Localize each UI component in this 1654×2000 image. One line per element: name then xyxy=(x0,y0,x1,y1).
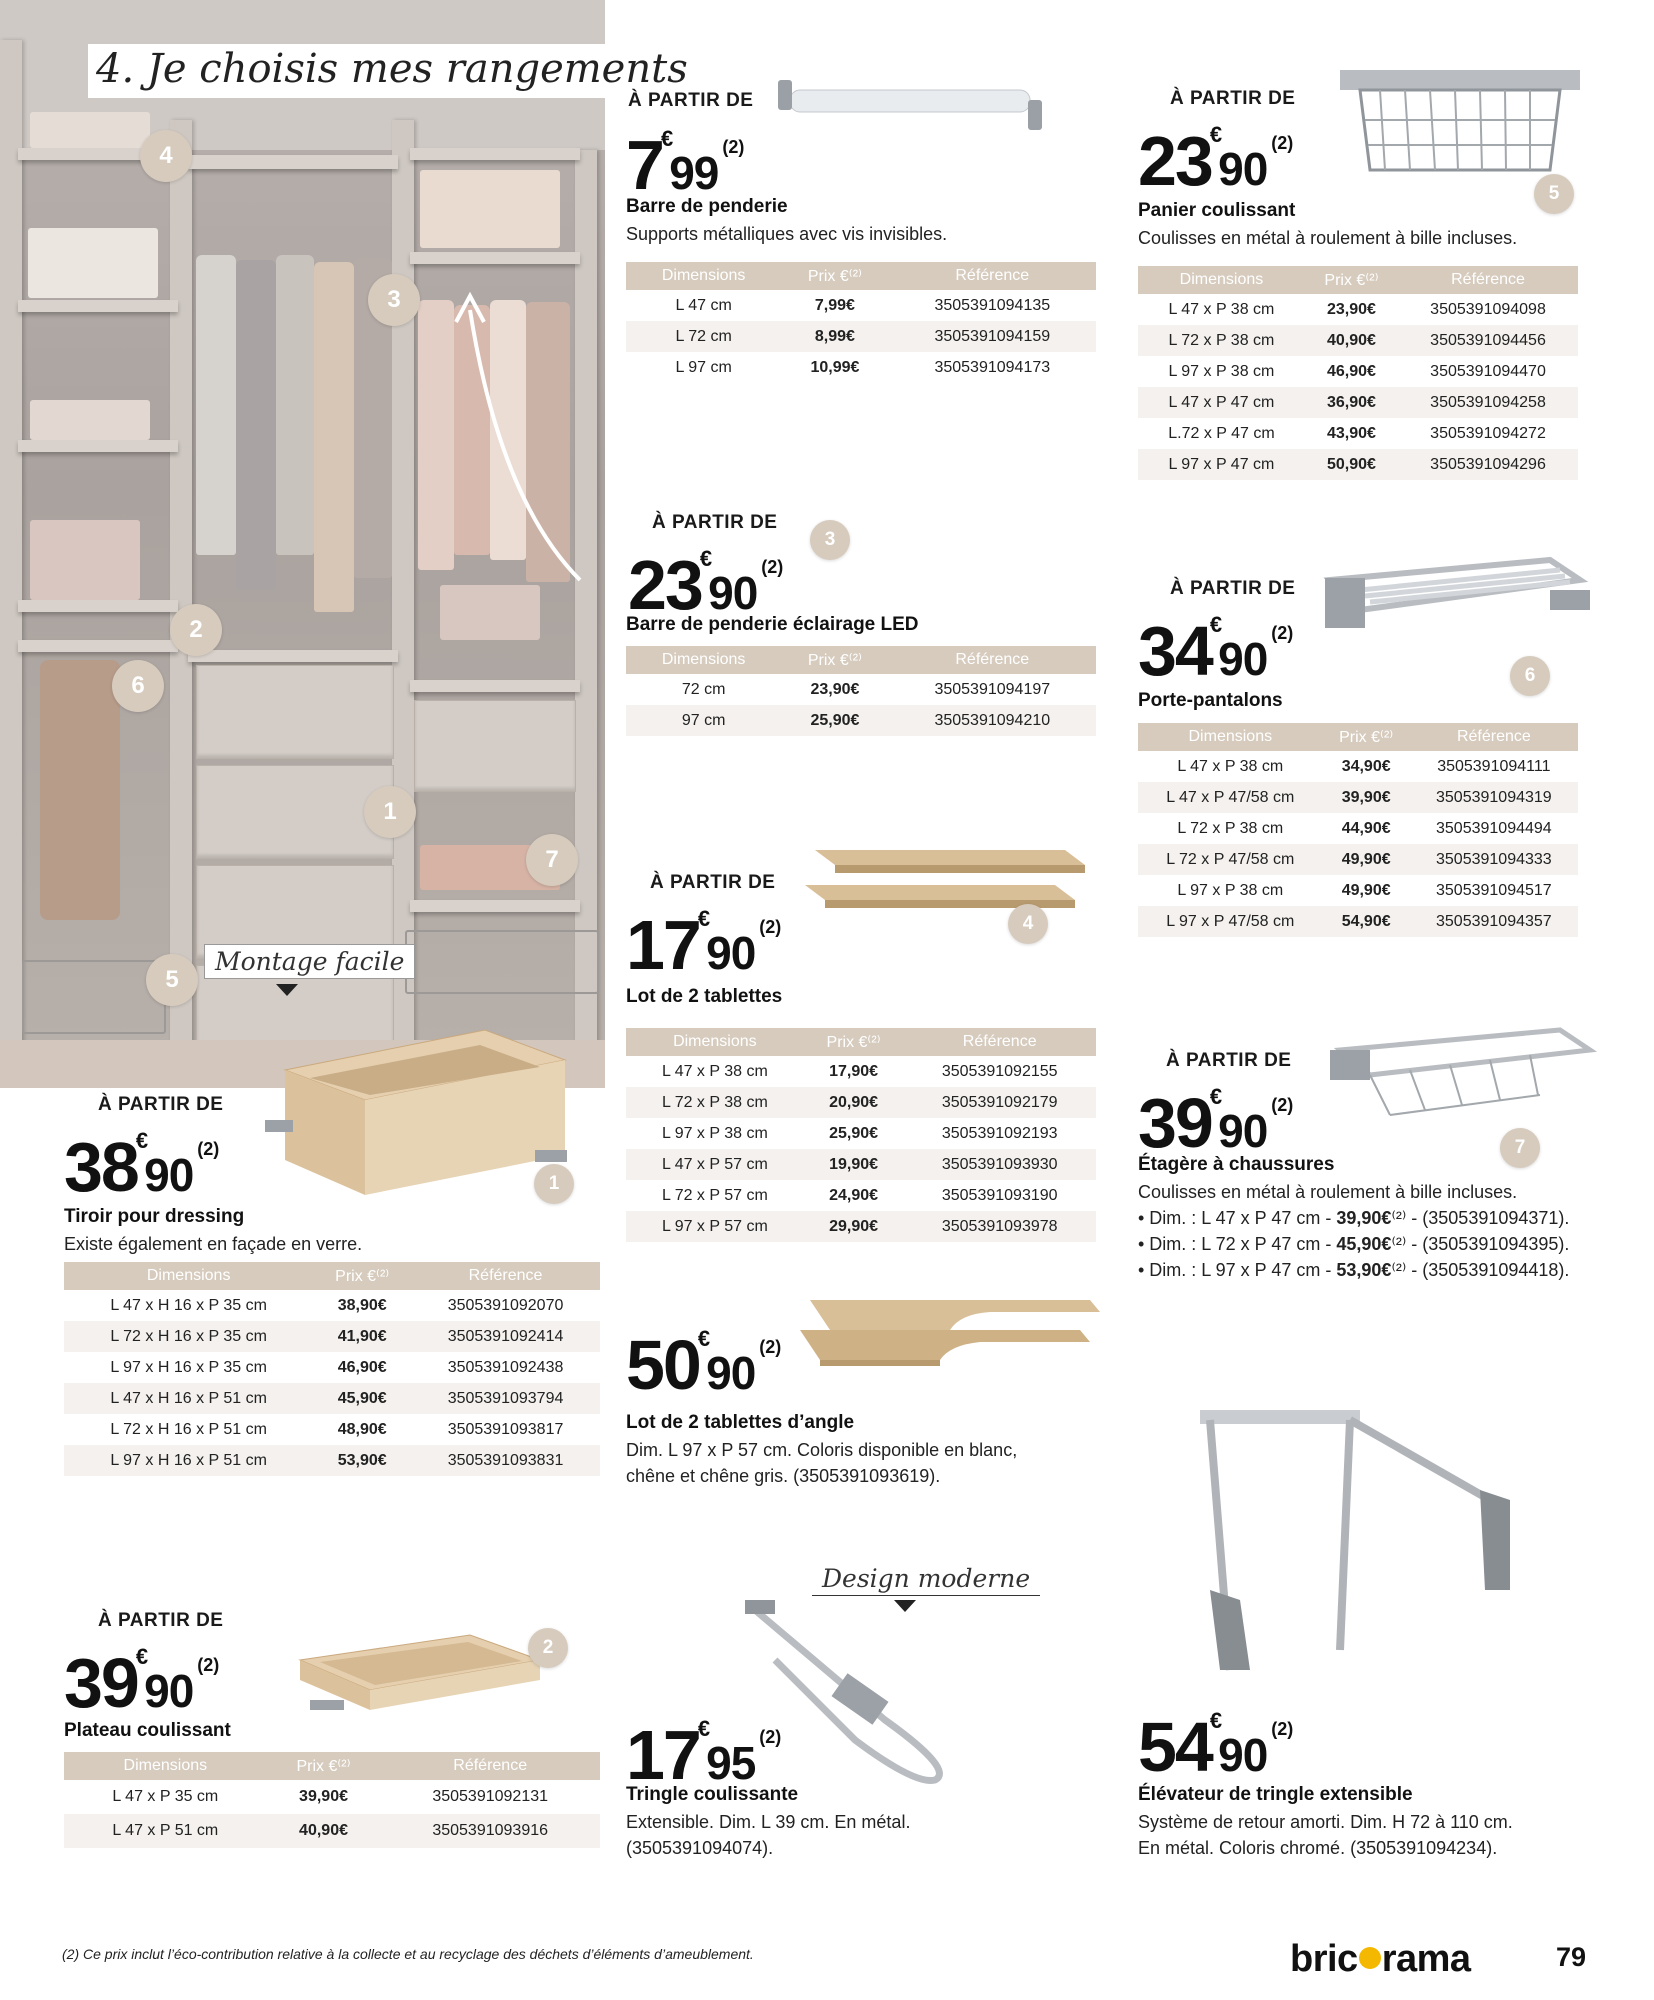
bullet-chaussures-1: • Dim. : L 47 x P 47 cm - 39,90€⁽²⁾ - (3505391094371). xyxy=(1138,1208,1570,1228)
product-name-chaussures: Étagère à chaussures xyxy=(1138,1154,1335,1175)
design-moderne-label: Design moderne xyxy=(812,1562,1040,1596)
from-label: À PARTIR DE xyxy=(628,90,754,111)
price-barre: 7€99 (2) xyxy=(626,126,745,204)
curved-arrow-icon xyxy=(440,280,590,590)
price-panier: 23€90 (2) xyxy=(1138,122,1294,200)
price-tiroir: 38€90 (2) xyxy=(64,1128,220,1206)
from-label: À PARTIR DE xyxy=(1170,88,1296,109)
badge-tablettes: 4 xyxy=(1008,904,1048,944)
product-desc-tablettes-angle-1: Dim. L 97 x P 57 cm. Coloris disponible en blanc, xyxy=(626,1440,1018,1460)
table-panier: Dimensions Prix €⁽²⁾ Référence L 47 x P 38 cm 23,90€ 3505391094098 L 72 x P 38 cm 40,90€ 3505391094456 L 97 x P 38 cm 46,90€ 3505391094470 L 47 x P 47 cm 36,90€ 3505391094258 L.72 x P 47 cm 43,90€ 3505391094272 L 97 x P 47 cm 50,90€ 3505391094296 xyxy=(1138,266,1578,480)
product-desc-elevateur-1: Système de retour amorti. Dim. H 72 à 110 cm. xyxy=(1138,1812,1513,1832)
from-label: À PARTIR DE xyxy=(98,1610,224,1631)
page-number: 79 xyxy=(1556,1942,1587,1972)
montage-facile-label: Montage facile xyxy=(204,944,415,979)
product-desc-elevateur-2: En métal. Coloris chromé. (3505391094234). xyxy=(1138,1838,1498,1858)
badge-plateau: 2 xyxy=(528,1628,568,1668)
hero-badge-1: 1 xyxy=(364,786,416,838)
brand-logo: bric rama xyxy=(1290,1938,1471,1980)
price-elevateur: 54€90 (2) xyxy=(1138,1708,1294,1786)
badge-barre-led: 3 xyxy=(810,520,850,560)
product-name-plateau: Plateau coulissant xyxy=(64,1720,231,1741)
shoe-rack-image xyxy=(1330,1020,1600,1130)
product-name-tringle: Tringle coulissante xyxy=(626,1784,799,1805)
product-name-elevateur: Élévateur de tringle extensible xyxy=(1138,1784,1413,1805)
from-label: À PARTIR DE xyxy=(652,512,778,533)
hero-badge-6: 6 xyxy=(112,660,164,712)
price-barre-led: 23€90 (2) xyxy=(628,546,784,624)
price-pantalons: 34€90 (2) xyxy=(1138,612,1294,690)
hero-badge-3: 3 xyxy=(368,274,420,326)
from-label: À PARTIR DE xyxy=(1166,1050,1292,1071)
hero-badge-2: 2 xyxy=(170,604,222,656)
price-plateau: 39€90 (2) xyxy=(64,1644,220,1722)
hero-badge-5: 5 xyxy=(146,954,198,1006)
sliding-basket-image xyxy=(1330,60,1590,190)
from-label: À PARTIR DE xyxy=(1170,578,1296,599)
wardrobe-lift-image xyxy=(1190,1390,1590,1690)
footnote: (2) Ce prix inclut l’éco-contribution relative à la collecte et au recyclage des déchets d’éléments d’ameublement. xyxy=(62,1946,754,1962)
table-tiroir: Dimensions Prix €⁽²⁾ Référence L 47 x H 16 x P 35 cm 38,90€ 3505391092070 L 72 x H 16 x P 35 cm 41,90€ 3505391092414 L 97 x H 16 x P 35 cm 46,90€ 3505391092438 L 47 x H 16 x P 51 cm 45,90€ 3505391093794 L 72 x H 16 x P 51 cm 48,90€ 3505391093817 L 97 x H 16 x P 51 cm 53,90€ 3505391093831 xyxy=(64,1262,600,1476)
hero-badge-4: 4 xyxy=(140,130,192,182)
price-tablettes-angle: 50€90 (2) xyxy=(626,1326,782,1404)
product-name-tablettes: Lot de 2 tablettes xyxy=(626,986,783,1007)
product-desc-chaussures: Coulisses en métal à roulement à bille incluses. xyxy=(1138,1182,1518,1202)
product-desc-panier: Coulisses en métal à roulement à bille incluses. xyxy=(1138,228,1518,248)
clothes-rail-image xyxy=(770,70,1060,140)
hero-badge-7: 7 xyxy=(526,834,578,886)
product-name-pantalons: Porte-pantalons xyxy=(1138,690,1283,711)
product-desc-barre: Supports métalliques avec vis invisibles. xyxy=(626,224,948,244)
badge-tiroir: 1 xyxy=(534,1164,574,1204)
product-name-barre-led: Barre de penderie éclairage LED xyxy=(626,614,919,635)
brand-dot-icon xyxy=(1359,1947,1381,1969)
table-barre: Dimensions Prix €⁽²⁾ Référence L 47 cm 7,99€ 3505391094135 L 72 cm 8,99€ 3505391094159 L 97 cm 10,99€ 3505391094173 xyxy=(626,262,1096,383)
badge-pantalons: 6 xyxy=(1510,656,1550,696)
product-desc-tringle-2: (3505391094074). xyxy=(626,1838,774,1858)
price-chaussures: 39€90 (2) xyxy=(1138,1084,1294,1162)
section-title: 4. Je choisis mes rangements xyxy=(88,44,698,98)
product-desc-tringle-1: Extensible. Dim. L 39 cm. En métal. xyxy=(626,1812,911,1832)
sliding-tray-image xyxy=(290,1630,550,1750)
product-name-tablettes-angle: Lot de 2 tablettes d’angle xyxy=(626,1412,855,1433)
product-name-barre: Barre de penderie xyxy=(626,196,788,217)
corner-shelves-image xyxy=(790,1290,1110,1370)
price-tringle: 17€95 (2) xyxy=(626,1716,782,1794)
trouser-rack-image xyxy=(1320,550,1600,660)
bullet-chaussures-3: • Dim. : L 97 x P 47 cm - 53,90€⁽²⁾ - (3505391094418). xyxy=(1138,1260,1570,1280)
product-name-panier: Panier coulissant xyxy=(1138,200,1296,221)
table-pantalons: Dimensions Prix €⁽²⁾ Référence L 47 x P 38 cm 34,90€ 3505391094111 L 47 x P 47/58 cm 39,90€ 3505391094319 L 72 x P 38 cm 44,90€ 3505391094494 L 72 x P 47/58 cm 49,90€ 3505391094333 L 97 x P 38 cm 49,90€ 3505391094517 L 97 x P 47/58 cm 54,90€ 3505391094357 xyxy=(1138,723,1578,937)
table-barre-led: Dimensions Prix €⁽²⁾ Référence 72 cm 23,90€ 3505391094197 97 cm 25,90€ 3505391094210 xyxy=(626,646,1096,736)
price-tablettes: 17€90 (2) xyxy=(626,906,782,984)
product-desc-tiroir: Existe également en façade en verre. xyxy=(64,1234,363,1254)
table-tablettes: Dimensions Prix €⁽²⁾ Référence L 47 x P 38 cm 17,90€ 3505391092155 L 72 x P 38 cm 20,90€ 3505391092179 L 97 x P 38 cm 25,90€ 3505391092193 L 47 x P 57 cm 19,90€ 3505391093930 L 72 x P 57 cm 24,90€ 3505391093190 L 97 x P 57 cm 29,90€ 3505391093978 xyxy=(626,1028,1096,1242)
product-desc-tablettes-angle-2: chêne et chêne gris. (3505391093619). xyxy=(626,1466,941,1486)
product-name-tiroir: Tiroir pour dressing xyxy=(64,1206,245,1227)
from-label: À PARTIR DE xyxy=(98,1094,224,1115)
from-label: À PARTIR DE xyxy=(650,872,776,893)
badge-panier: 5 xyxy=(1534,174,1574,214)
shelves-image xyxy=(795,840,1095,920)
hero-photo xyxy=(0,0,605,1088)
table-plateau: Dimensions Prix €⁽²⁾ Référence L 47 x P 35 cm 39,90€ 3505391092131 L 47 x P 51 cm 40,90€ 3505391093916 xyxy=(64,1752,600,1848)
bullet-chaussures-2: • Dim. : L 72 x P 47 cm - 45,90€⁽²⁾ - (3505391094395). xyxy=(1138,1234,1570,1254)
badge-chaussures: 7 xyxy=(1500,1128,1540,1168)
montage-arrow-icon xyxy=(276,984,298,996)
